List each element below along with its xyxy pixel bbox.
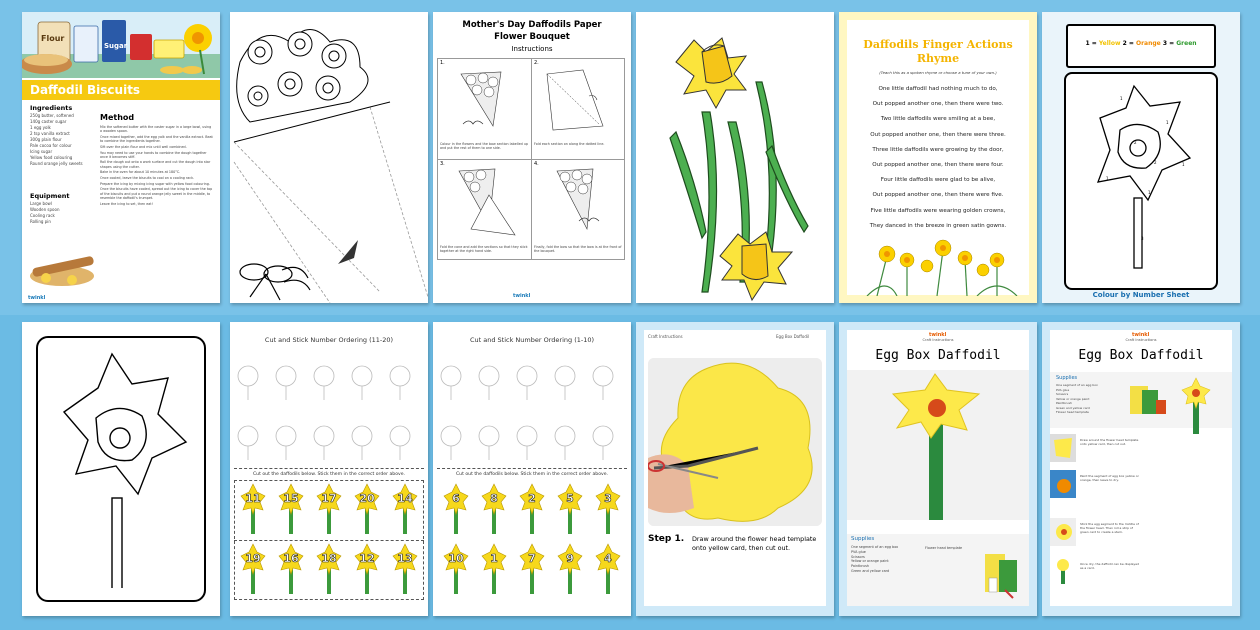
bouquet-title-line1: Mother's Day Daffodils Paper	[462, 20, 602, 30]
step-photo	[648, 358, 822, 526]
supply-item: Scissors	[1056, 392, 1069, 396]
rhyme-line: They danced in the breeze in green satin gowns.	[869, 222, 1007, 229]
sheet-eggbox-instructions[interactable]	[1042, 322, 1240, 616]
key-word-yellow: Yellow	[1098, 40, 1121, 47]
supply-item: Yellow or orange paint	[851, 559, 889, 564]
step-photo	[1050, 556, 1076, 584]
step-cell-1	[439, 60, 529, 156]
daffodil-number: 6	[452, 492, 460, 505]
brand-badge: twinkl	[929, 332, 947, 338]
step-illustration	[449, 165, 519, 239]
supply-item: One segment of an egg box	[851, 545, 899, 549]
number-daffodil[interactable]	[352, 482, 382, 536]
number-daffodil[interactable]	[238, 482, 268, 536]
rhyme-line: Four little daffodils were glad to be alive,	[880, 177, 996, 184]
equipment-item: Cooling rack	[30, 213, 55, 218]
sheet-bouquet-instructions[interactable]	[433, 12, 631, 303]
ingredients-list	[30, 113, 94, 167]
daffodil-icon	[555, 482, 585, 536]
method-step: Roll the dough out onto a work surface and cut the dough into star shapes using the cutter.	[100, 160, 211, 169]
method-list	[100, 125, 214, 206]
ingredient-item: 140g caster sugar	[30, 119, 67, 124]
sheet-step-card[interactable]	[636, 322, 834, 616]
card-header-left: Craft Instructions	[648, 334, 683, 339]
rhyme-note: (Teach this as a spoken rhyme or choose a tune of your own.)	[879, 70, 997, 75]
number-daffodil[interactable]	[593, 542, 623, 596]
finished-daffodil-photo	[1176, 376, 1216, 436]
cutting-flower-photo	[648, 358, 822, 526]
kicker: Craft Instructions	[922, 338, 954, 342]
daffodil-icon	[517, 482, 547, 536]
method-step: You may need to use your hands to combine the dough together once it becomes stiff.	[100, 150, 207, 159]
supply-item: PVA glue	[1056, 387, 1070, 392]
number-daffodil[interactable]	[314, 542, 344, 596]
daffodil-number: 13	[397, 552, 413, 565]
ingredient-item: 300g plain flour	[30, 137, 62, 142]
daffodil-number: 10	[448, 552, 464, 565]
instruction-step: Paint the segment of egg box yellow or orange, then leave to dry.	[1080, 474, 1139, 482]
eggbox-title: Egg Box Daffodil	[875, 348, 1001, 363]
step-cell-4	[533, 161, 623, 257]
region-number: 1	[1182, 162, 1185, 167]
step-illustration	[453, 66, 513, 136]
daffodil-icon	[517, 542, 547, 596]
supply-item: Green and yellow card	[1056, 405, 1090, 410]
daffodil-number: 7	[528, 552, 536, 565]
ingredient-item: 2 tsp vanilla extract	[30, 131, 70, 136]
instruction-step: Draw around the flower head template onto yellow card, then cut out.	[1080, 438, 1139, 446]
eggbox-daffodil-photo	[847, 370, 1029, 520]
daffodil-number: 12	[359, 552, 375, 565]
cut-line	[234, 468, 424, 469]
number-daffodil[interactable]	[390, 482, 420, 536]
number-daffodil[interactable]	[479, 482, 509, 536]
sugar-package-label: Sugar	[104, 42, 128, 50]
supplies-heading: Supplies	[1056, 375, 1078, 381]
daffodil-number: 14	[397, 492, 413, 505]
card-header-right: Egg Box Daffodil	[776, 334, 810, 339]
daffodil-pair-illustration	[636, 12, 834, 303]
step-illustration	[543, 165, 613, 239]
daffodil-row-illustration	[847, 236, 1029, 296]
daffodil-icon	[479, 542, 509, 596]
step-photo	[1050, 434, 1076, 462]
supply-item: Flower head template	[1056, 410, 1089, 414]
daffodil-icon	[238, 482, 268, 536]
daffodil-icon	[593, 482, 623, 536]
rhyme-line: Out popped another one, then there were two.	[872, 101, 1004, 108]
rhyme-line: Out popped another one, then there were three.	[870, 131, 1006, 138]
rhyme-line: Three little daffodils were growing by the door,	[872, 146, 1004, 153]
daffodil-number: 4	[604, 552, 612, 565]
bouquet-title-line2: Flower Bouquet	[494, 32, 570, 42]
region-number: 2	[1134, 140, 1137, 145]
ingredient-item: 250g butter, softened	[30, 113, 74, 118]
daffodil-number: 20	[359, 492, 375, 505]
daffodil-number: 1	[490, 552, 498, 565]
method-step: Bake in the oven for about 10 minutes at 180°C.	[100, 170, 181, 175]
ingredient-item: Pale cocoa for colour	[30, 143, 72, 148]
key-num-1: 1 =	[1085, 40, 1097, 47]
supply-item: Flower head template	[925, 546, 963, 550]
sheet-daffodil-outline[interactable]	[22, 322, 220, 616]
number-daffodil[interactable]	[314, 482, 344, 536]
equipment-heading: Equipment	[30, 192, 70, 200]
daffodil-number: 11	[245, 492, 261, 505]
method-step: Mix the softened butter with the caster sugar in a large bowl, using a wooden spoon.	[100, 125, 212, 134]
daffodil-number: 2	[528, 492, 536, 505]
colour-by-number-daffodil	[1064, 78, 1218, 278]
supply-item: Green and yellow card	[851, 568, 890, 573]
daffodil-number: 9	[566, 552, 574, 565]
daffodil-icon	[352, 482, 382, 536]
step-number: 1.	[440, 60, 445, 66]
rhyme-line: Out popped another one, then there were five.	[872, 192, 1004, 199]
method-heading: Method	[100, 113, 135, 122]
sheet-coloured-daffodils[interactable]	[636, 12, 834, 303]
step-text: Finally, fold the bow so that the bow is at the front of the bouquet.	[534, 245, 622, 253]
cut-line	[437, 468, 627, 469]
ingredients-heading: Ingredients	[30, 104, 73, 112]
daffodil-number: 19	[245, 552, 261, 565]
step-illustration	[543, 66, 613, 136]
step-text: Fold the cone and add the sections so that they stick together at the right hand side.	[440, 245, 528, 253]
daffodil-icon	[390, 542, 420, 596]
number-daffodil[interactable]	[479, 542, 509, 596]
key-num-2: 2 =	[1122, 40, 1134, 47]
step-label: Step 1.	[648, 534, 685, 544]
daffodil-number: 3	[604, 492, 612, 505]
supply-item: Paintbrush	[851, 564, 870, 569]
key-word-orange: Orange	[1136, 40, 1161, 47]
daffodil-icon	[238, 542, 268, 596]
brand-badge: twinkl	[1132, 332, 1150, 338]
number-daffodil[interactable]	[593, 482, 623, 536]
supplies-heading: Supplies	[851, 536, 875, 542]
order-instruction: Cut out the daffodils below. Stick them in the correct order above.	[455, 472, 609, 477]
daffodil-icon	[276, 482, 306, 536]
supply-item: Yellow or orange paint	[1056, 396, 1090, 401]
supply-item: Scissors	[851, 554, 865, 559]
supplies-list	[851, 545, 921, 574]
key-num-3: 3 =	[1162, 40, 1175, 47]
rhyme-lines	[847, 82, 1029, 234]
number-daffodil[interactable]	[555, 542, 585, 596]
ingredient-item: Icing sugar	[30, 149, 53, 154]
key-word-green: Green	[1176, 40, 1197, 47]
kicker: Craft Instructions	[1125, 338, 1157, 342]
daffodil-number: 5	[566, 492, 574, 505]
method-step: Sift over the plain flour and mix until well combined.	[100, 144, 187, 149]
supply-item: PVA glue	[851, 549, 866, 554]
bouquet-cone-template	[230, 12, 428, 303]
number-daffodil[interactable]	[517, 482, 547, 536]
rolling-pin-illustration	[28, 252, 98, 288]
ingredient-item: 1 egg yolk	[30, 125, 51, 130]
daffodil-number: 8	[490, 492, 498, 505]
equipment-item: Rolling pin	[30, 219, 51, 224]
region-number: 2	[1154, 160, 1157, 165]
instruction-step: Stick the egg segment to the middle of the flower head. Then roll a strip of green card to create a stem.	[1080, 522, 1139, 534]
ingredient-item: Yellow food colouring	[30, 155, 73, 160]
daffodil-icon	[276, 542, 306, 596]
order-title: Cut and Stick Number Ordering (1-10)	[469, 336, 595, 344]
eggbox-title: Egg Box Daffodil	[1078, 348, 1204, 363]
daffodil-icon	[479, 482, 509, 536]
method-step: Once the biscuits have cooled, spread out the icing to cover the top of the biscuits and put a round orange jelly sweet in the middle, to resemble the daffodil's trumpet.	[100, 187, 213, 200]
region-number: 1	[1120, 96, 1123, 101]
daffodil-icon	[441, 542, 471, 596]
supplies-list	[1056, 383, 1116, 415]
supply-item: Paintbrush	[1056, 401, 1072, 405]
daffodil-icon	[555, 542, 585, 596]
method-step: Once mixed together, add the egg yolk and the vanilla extract. Beat to combine the ingredients together.	[100, 134, 213, 144]
step-number: 3.	[440, 161, 445, 167]
empty-daffodil-slots	[230, 348, 428, 468]
number-daffodil[interactable]	[441, 482, 471, 536]
number-daffodil[interactable]	[238, 542, 268, 596]
step-text: Fold each section on along the dotted line.	[534, 142, 605, 146]
order-title: Cut and Stick Number Ordering (11-20)	[264, 336, 394, 344]
instruction-step: Once dry, the daffodil can be displayed as a card.	[1080, 562, 1140, 570]
supplies-photo	[1126, 380, 1176, 420]
flour-package-label: Flour	[41, 34, 65, 43]
sheet-colour-by-number[interactable]	[1042, 12, 1240, 303]
number-daffodil[interactable]	[441, 542, 471, 596]
daffodil-icon	[352, 542, 382, 596]
daffodil-outline-drawing	[36, 348, 206, 588]
daffodil-icon	[593, 542, 623, 596]
sheet-daffodil-biscuits[interactable]	[22, 12, 220, 303]
sheet-order-1-10[interactable]	[433, 322, 631, 616]
number-daffodil[interactable]	[276, 482, 306, 536]
supplies-photo	[981, 550, 1021, 602]
order-instruction: Cut out the daffodils below. Stick them in the correct order above.	[252, 472, 406, 477]
number-daffodil[interactable]	[352, 542, 382, 596]
rhyme-line: Five little daffodils were wearing golden crowns,	[870, 207, 1006, 214]
step-text: Draw around the flower head template onto yellow card, then cut out.	[692, 535, 817, 552]
sheet-bouquet-template[interactable]	[230, 12, 428, 303]
rhyme-title-line2: Rhyme	[916, 52, 960, 65]
region-number: 1	[1166, 120, 1169, 125]
region-number: 1	[1148, 190, 1151, 195]
brand-logo: twinkl	[513, 293, 531, 299]
method-step: Prepare the icing by mixing icing sugar with yellow food colouring.	[100, 181, 210, 186]
colour-caption: Colour by Number Sheet	[1092, 291, 1190, 299]
region-number: 1	[1106, 176, 1109, 181]
equipment-list	[30, 201, 94, 225]
cut-grid-divider	[234, 540, 424, 541]
daffodil-number: 15	[283, 492, 299, 505]
step-text: Colour in the flowers and the bow section labelled up and put the rest of them to one side.	[440, 142, 528, 150]
daffodil-icon	[441, 482, 471, 536]
daffodil-number: 17	[321, 492, 337, 505]
rhyme-line: Two little daffodils were smiling at a bee,	[880, 116, 996, 123]
step-photo	[1050, 518, 1076, 546]
method-step: Once cooled, leave the biscuits to cool on a cooling rack.	[100, 176, 195, 181]
daffodil-number: 18	[321, 552, 337, 565]
supply-item: One segment of an egg box	[1056, 383, 1098, 387]
step-cell-2	[533, 60, 623, 156]
biscuits-title: Daffodil Biscuits	[30, 83, 141, 97]
rhyme-line: One little daffodil had nothing much to do,	[878, 86, 998, 92]
ingredient-item: Round orange jelly sweets	[30, 161, 83, 166]
region-number: 3	[1141, 236, 1144, 241]
empty-daffodil-slots	[433, 348, 631, 468]
sheet-finger-rhyme[interactable]	[839, 12, 1037, 303]
equipment-item: Wooden spoon	[30, 207, 60, 212]
sheet-eggbox-cover[interactable]	[839, 322, 1037, 616]
bouquet-subtitle: Instructions	[511, 45, 553, 53]
number-daffodil[interactable]	[390, 542, 420, 596]
number-daffodil[interactable]	[276, 542, 306, 596]
daffodil-icon	[314, 542, 344, 596]
rhyme-line: Out popped another one, then there were four.	[872, 162, 1004, 169]
sheet-order-11-20[interactable]	[230, 322, 428, 616]
brand-logo: twinkl	[28, 295, 46, 301]
daffodil-number: 16	[283, 552, 299, 565]
equipment-item: Large bowl	[30, 201, 52, 206]
number-daffodil[interactable]	[517, 542, 547, 596]
step-cell-3	[439, 161, 529, 257]
step-photo	[1050, 470, 1076, 498]
daffodil-icon	[390, 482, 420, 536]
colour-key	[1066, 40, 1216, 47]
step-number: 2.	[534, 60, 539, 66]
method-step: Leave the icing to set, then eat!	[100, 201, 153, 206]
step-number: 4.	[534, 161, 539, 167]
rhyme-title-line1: Daffodils Finger Actions	[863, 38, 1013, 51]
number-daffodil[interactable]	[555, 482, 585, 536]
daffodil-icon	[314, 482, 344, 536]
